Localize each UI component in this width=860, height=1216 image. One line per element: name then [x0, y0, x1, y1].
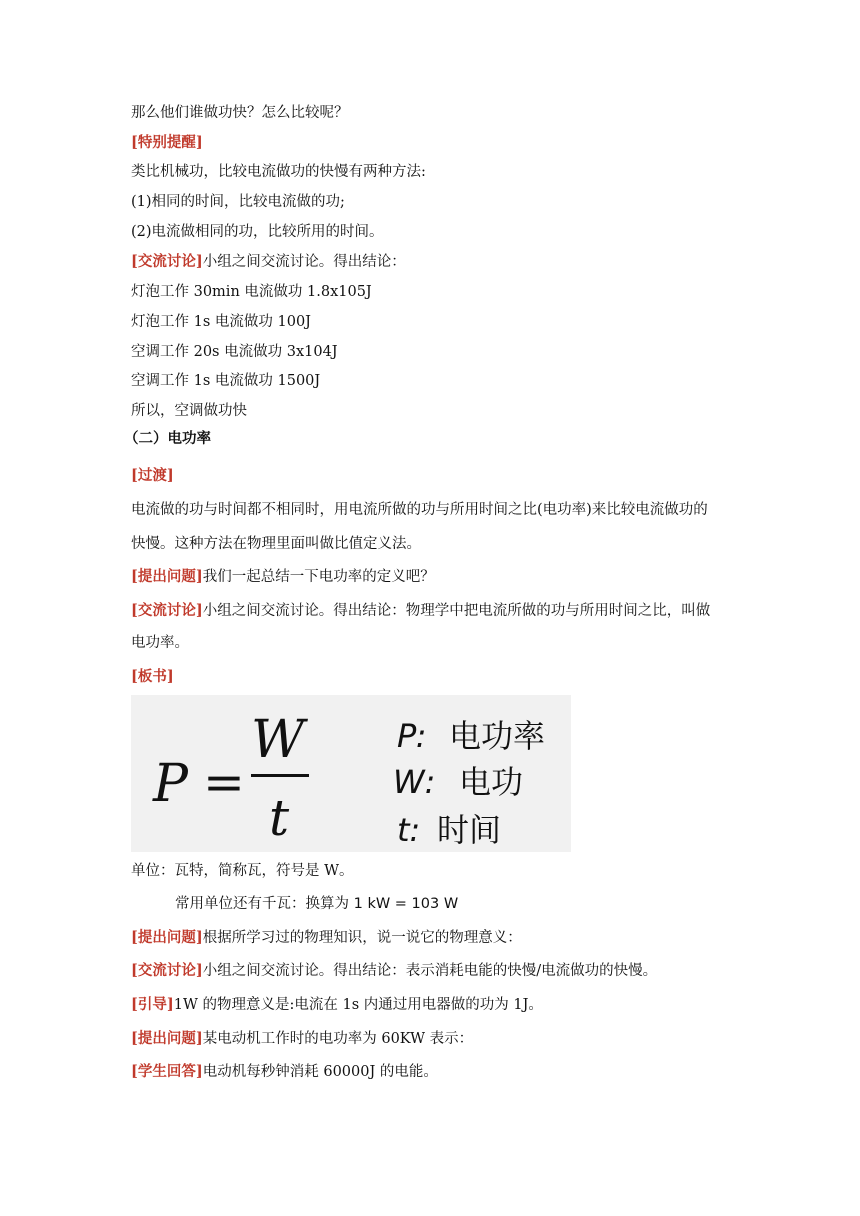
- question-line-3: [131, 928, 522, 948]
- discussion-tag: [交流讨论]: [131, 253, 203, 270]
- question-line-2: [131, 567, 435, 587]
- discussion-tag: [交流讨论]: [131, 962, 203, 979]
- formula-equals: =: [203, 753, 245, 811]
- unit-conversion-line: 常用单位还有千瓦：换算为 1 kW = 103 W: [175, 896, 459, 912]
- discussion-line-2: [131, 601, 710, 621]
- legend-symbol-t: t:: [397, 811, 421, 849]
- board-tag: [板书]: [131, 668, 174, 685]
- legend-text-work: 电功: [459, 763, 524, 801]
- method-2: (2)电流做相同的功，比较所用的时间。: [131, 224, 384, 240]
- example-line: 灯泡工作 1s 电流做功 100J: [131, 314, 311, 330]
- discussion-text: 小组之间交流讨论。得出结论：表示消耗电能的快慢/电流做功的快慢。: [202, 963, 658, 979]
- discussion-text: 小组之间交流讨论。得出结论：: [202, 254, 406, 270]
- student-answer-text: 电动机每秒钟消耗 60000J 的电能。: [202, 1064, 438, 1080]
- question-line: 那么他们谁做功快？怎么比较呢？: [131, 105, 349, 121]
- transition-text-2: 快慢。这种方法在物理里面叫做比值定义法。: [131, 536, 421, 552]
- example-line: 灯泡工作 30min 电流做功 1.8x105J: [131, 284, 372, 300]
- legend-symbol-p: P:: [397, 717, 427, 755]
- guide-line: [131, 995, 543, 1015]
- fraction-bar: [251, 774, 309, 777]
- legend-symbol-w: W:: [393, 763, 436, 801]
- answer-line: [131, 1062, 438, 1082]
- ask-question-text: 根据所学习过的物理知识，说一说它的物理意义：: [202, 930, 522, 946]
- conclusion-line: 所以，空调做功快: [131, 403, 247, 419]
- ask-question-text: 我们一起总结一下电功率的定义吧？: [202, 569, 435, 585]
- legend-text-power: 电功率: [449, 717, 546, 755]
- formula-denominator: t: [269, 789, 290, 847]
- formula-lhs: P: [153, 754, 188, 814]
- ask-question-tag: [提出问题]: [131, 568, 203, 585]
- method-1: (1)相同的时间，比较电流做的功;: [131, 194, 345, 210]
- ask-question-text: 某电动机工作时的电功率为 60KW 表示：: [202, 1031, 474, 1047]
- question-line-4: [131, 1029, 473, 1049]
- power-formula-image: [131, 695, 571, 852]
- discussion-text: 小组之间交流讨论。得出结论：物理学中把电流所做的功与所用时间之比，叫做: [202, 603, 711, 619]
- discussion-line-1: [131, 252, 406, 272]
- ask-question-tag: [提出问题]: [131, 1030, 203, 1047]
- guide-text: 1W 的物理意义是:电流在 1s 内通过用电器做的功为 1J。: [173, 997, 543, 1013]
- ask-question-tag: [提出问题]: [131, 929, 203, 946]
- special-note-tag: [特别提醒]: [131, 134, 203, 151]
- unit-line: 单位：瓦特，简称瓦，符号是 W。: [131, 863, 354, 879]
- example-line: 空调工作 20s 电流做功 3x104J: [131, 344, 338, 360]
- student-answer-tag: [学生回答]: [131, 1063, 203, 1080]
- legend-text-time: 时间: [437, 811, 502, 849]
- discussion-line-3: [131, 961, 657, 981]
- discussion-tag: [交流讨论]: [131, 602, 203, 619]
- transition-text-1: 电流做的功与时间都不相同时，用电流所做的功与所用时间之比(电功率)来比较电流做功的: [131, 502, 708, 518]
- method-intro: 类比机械功，比较电流做功的快慢有两种方法:: [131, 164, 426, 180]
- discussion-text-cont: 电功率。: [131, 635, 189, 651]
- transition-tag: [过渡]: [131, 467, 174, 484]
- guide-tag: [引导]: [131, 996, 174, 1013]
- section-heading: （二）电功率: [124, 431, 211, 447]
- example-line: 空调工作 1s 电流做功 1500J: [131, 373, 321, 389]
- formula-numerator: W: [251, 710, 305, 770]
